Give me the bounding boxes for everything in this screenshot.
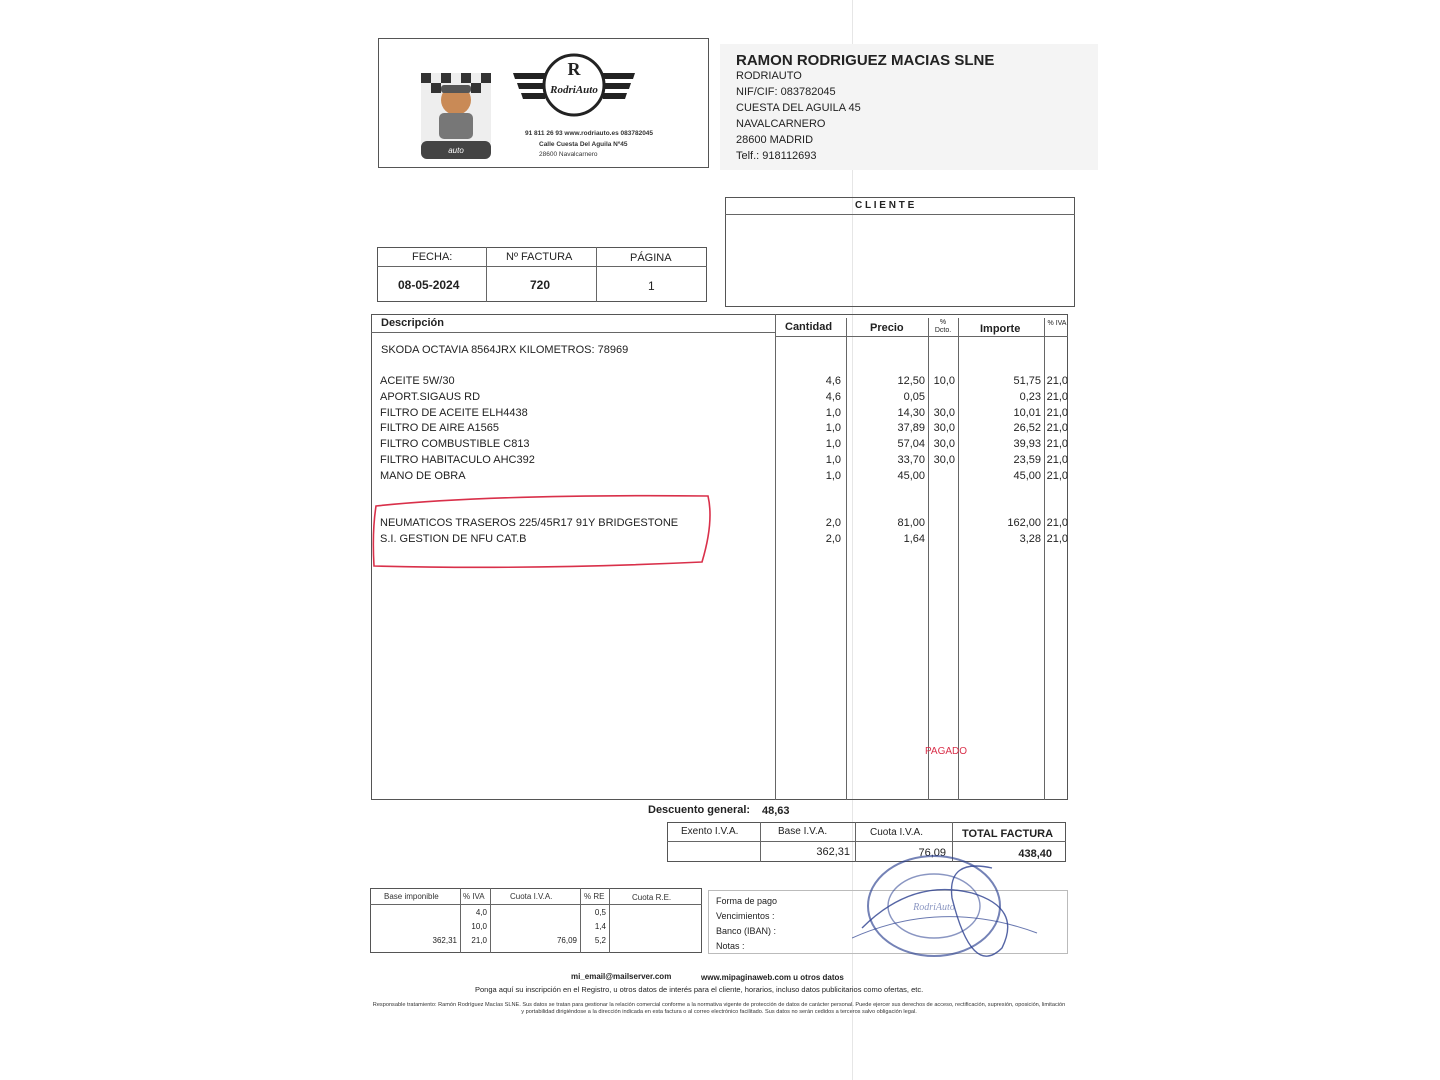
line-item-dto: 30,0: [933, 406, 955, 419]
line-item-qty: 1,0: [825, 469, 841, 482]
total-label: TOTAL FACTURA: [962, 828, 1054, 840]
svg-text:RodriAuto: RodriAuto: [550, 84, 598, 96]
line-item-iva: 21,0: [1046, 422, 1068, 435]
line-item-qty: 1,0: [825, 438, 841, 451]
line-item-price: 45,00: [897, 469, 925, 482]
line-item-desc: FILTRO COMBUSTIBLE C813: [380, 438, 530, 451]
paid-stamp: PAGADO: [925, 746, 968, 757]
header-iva: % IVA: [1047, 320, 1067, 327]
client-title: C L I E N T E: [855, 200, 915, 211]
fecha-label: FECHA:: [412, 251, 453, 263]
vehicle-line: SKODA OCTAVIA 8564JRX KILOMETROS: 78969: [381, 344, 629, 356]
line-item-price: 33,70: [897, 454, 925, 466]
line-item-qty: 2,0: [825, 533, 841, 545]
line-item-desc: APORT.SIGAUS RD: [380, 390, 481, 403]
exento-label: Exento I.V.A.: [681, 826, 739, 837]
company-trade-name: RODRIAUTO: [736, 70, 802, 82]
bd-header-base: Base imponible: [384, 892, 439, 901]
discount-label: Descuento general:: [648, 804, 751, 816]
line-item-iva: 21,0: [1046, 469, 1068, 482]
line-item-desc: FILTRO DE ACEITE ELH4438: [380, 406, 528, 419]
line-item-iva: 21,0: [1046, 438, 1068, 451]
company-nif: NIF/CIF: 083782045: [736, 86, 836, 98]
bd-header-cuota: Cuota I.V.A.: [510, 892, 553, 901]
line-item-qty: 2,0: [825, 517, 841, 529]
svg-text:RodriAuto: RodriAuto: [913, 902, 955, 913]
company-address: CUESTA DEL AGUILA 45: [736, 102, 861, 114]
breakdown-base: 362,31: [432, 936, 457, 945]
line-item-price: 81,00: [897, 517, 925, 529]
header-amount: Importe: [980, 323, 1021, 335]
footer-legal: Responsable tratamiento: Ramón Rodríguez Macías SLNE. Sus datos se tratan para gestionar la relación comercial conforme a la normativa vigente de protección de datos de carácter personal. Puede ejercer sus derechos de acceso, rectificación, supresión, oposición, limitación y portabilidad dirigiéndose a la dirección indicada en esta factura o al correo electrónico facilitado. Sus datos no serán cedidos a terceros salvo obligación legal.: [372, 1002, 1066, 1016]
line-item-dto: 30,0: [933, 454, 955, 466]
line-item-amount: 10,01: [1013, 406, 1041, 419]
cuota-label: Cuota I.V.A.: [870, 827, 923, 838]
company-phone: Telf.: 918112693: [736, 150, 817, 162]
highlight-mark: [370, 492, 716, 570]
base-value: 362,31: [816, 846, 850, 858]
breakdown-iva: 10,0: [471, 922, 487, 931]
line-item-iva: 21,0: [1046, 533, 1068, 545]
company-postal: 28600 MADRID: [736, 134, 814, 146]
line-item-iva: 21,0: [1046, 390, 1068, 403]
logo-contact-line: 91 811 26 93 www.rodriauto.es 083782045: [525, 130, 654, 137]
cuota-value: 76,09: [918, 847, 946, 859]
bank-label: Banco (IBAN) :: [716, 926, 777, 936]
logo-city-line: 28600 Navalcarnero: [539, 151, 598, 158]
line-item-qty: 4,6: [825, 390, 841, 403]
invoice-date: 08-05-2024: [398, 278, 460, 292]
pagina-label: PÁGINA: [630, 252, 672, 264]
line-item-amount: 39,93: [1013, 438, 1041, 451]
line-item-price: 12,50: [897, 375, 925, 387]
line-item-desc: S.I. GESTION DE NFU CAT.B: [380, 533, 527, 545]
footer-web: www.mipaginaweb.com u otros datos: [701, 973, 844, 982]
line-item-desc: MANO DE OBRA: [380, 469, 466, 482]
line-item-qty: 1,0: [825, 422, 841, 435]
line-item-price: 1,64: [903, 533, 925, 545]
line-item-qty: 4,6: [825, 375, 841, 387]
line-item-desc: NEUMATICOS TRASEROS 225/45R17 91Y BRIDGESTONE: [380, 517, 679, 529]
total-value: 438,40: [1018, 848, 1052, 860]
line-item-qty: 1,0: [825, 406, 841, 419]
line-item-iva: 21,0: [1046, 375, 1068, 387]
line-item-amount: 45,00: [1013, 469, 1041, 482]
line-item-price: 57,04: [897, 438, 925, 451]
payment-method-label: Forma de pago: [716, 896, 778, 906]
line-item-amount: 26,52: [1013, 422, 1041, 435]
base-label: Base I.V.A.: [778, 826, 828, 837]
breakdown-re: 0,5: [594, 908, 606, 917]
line-item-desc: FILTRO HABITACULO AHC392: [380, 454, 535, 466]
line-item-dto: 10,0: [933, 375, 955, 387]
line-item-dto: 30,0: [933, 438, 955, 451]
header-description: Descripción: [381, 317, 444, 329]
footer-register: Ponga aquí su inscripción en el Registro, u otros datos de interés para el cliente, horarios, incluso datos publicitarios como ofertas, etc.: [475, 985, 924, 994]
company-city: NAVALCARNERO: [736, 118, 826, 130]
line-item-desc: FILTRO DE AIRE A1565: [380, 422, 500, 435]
line-item-desc: ACEITE 5W/30: [380, 375, 455, 387]
header-discount: % Dcto.: [934, 319, 952, 334]
company-stamp: [852, 838, 1042, 978]
factura-label: Nº FACTURA: [506, 251, 573, 263]
line-item-dto: 30,0: [933, 422, 955, 435]
line-item-qty: 1,0: [825, 454, 841, 466]
line-item-amount: 51,75: [1013, 375, 1041, 387]
svg-text:auto: auto: [448, 146, 464, 155]
line-item-price: 37,89: [897, 422, 925, 435]
footer-email: mi_email@mailserver.com: [571, 972, 672, 981]
line-item-amount: 0,23: [1019, 390, 1041, 403]
discount-value: 48,63: [762, 805, 790, 817]
breakdown-re: 1,4: [594, 922, 606, 931]
line-item-price: 14,30: [897, 406, 925, 419]
logo-address-line: Calle Cuesta Del Aguila Nº45: [539, 141, 628, 148]
line-item-iva: 21,0: [1046, 406, 1068, 419]
breakdown-cuota: 76,09: [556, 936, 577, 945]
line-item-iva: 21,0: [1046, 454, 1068, 466]
svg-text:R: R: [567, 59, 581, 79]
line-item-price: 0,05: [903, 390, 925, 403]
breakdown-re: 5,2: [594, 936, 606, 945]
breakdown-iva: 4,0: [475, 908, 487, 917]
notes-label: Notas :: [716, 941, 745, 951]
bd-header-iva: % IVA: [463, 892, 485, 901]
brand-logo: [509, 43, 639, 133]
logo-box: [378, 38, 709, 168]
line-item-amount: 162,00: [1007, 517, 1041, 529]
bd-header-re: % RE: [584, 892, 605, 901]
header-price: Precio: [870, 322, 904, 334]
bd-header-cuota-re: Cuota R.E.: [632, 893, 672, 902]
mascot-image: [417, 45, 495, 163]
header-quantity: Cantidad: [785, 321, 833, 333]
line-item-amount: 23,59: [1013, 454, 1041, 466]
breakdown-iva: 21,0: [471, 936, 487, 945]
line-item-amount: 3,28: [1019, 533, 1041, 545]
line-item-iva: 21,0: [1046, 517, 1068, 529]
invoice-number: 720: [530, 278, 551, 292]
company-name: RAMON RODRIGUEZ MACIAS SLNE: [736, 52, 995, 69]
due-dates-label: Vencimientos :: [716, 911, 775, 921]
invoice-page: 1: [648, 279, 655, 293]
